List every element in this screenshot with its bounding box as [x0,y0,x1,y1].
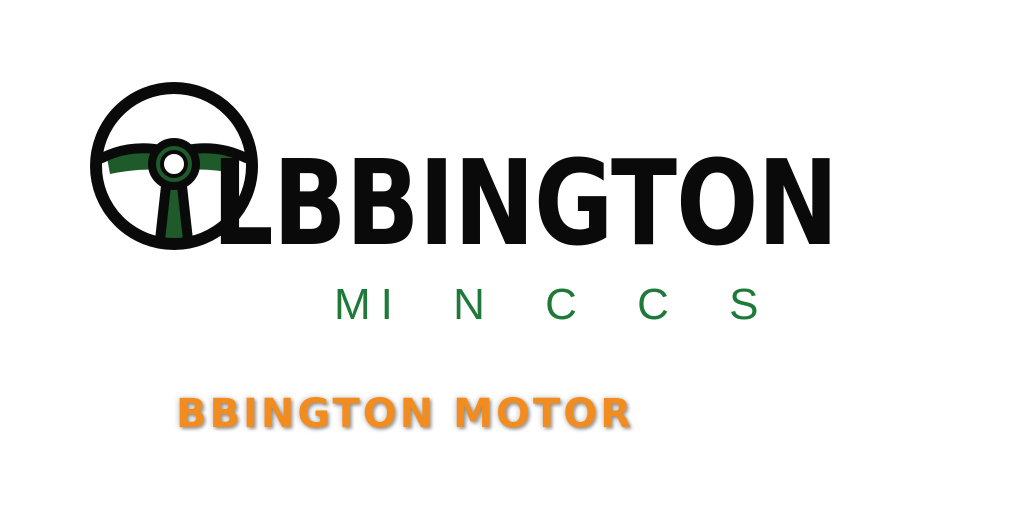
brand-subline: MI N C C S [334,280,769,329]
brand-tagline: BBINGTON MOTOR [176,391,635,437]
brand-wordmark: LBBINGTON [212,134,838,272]
